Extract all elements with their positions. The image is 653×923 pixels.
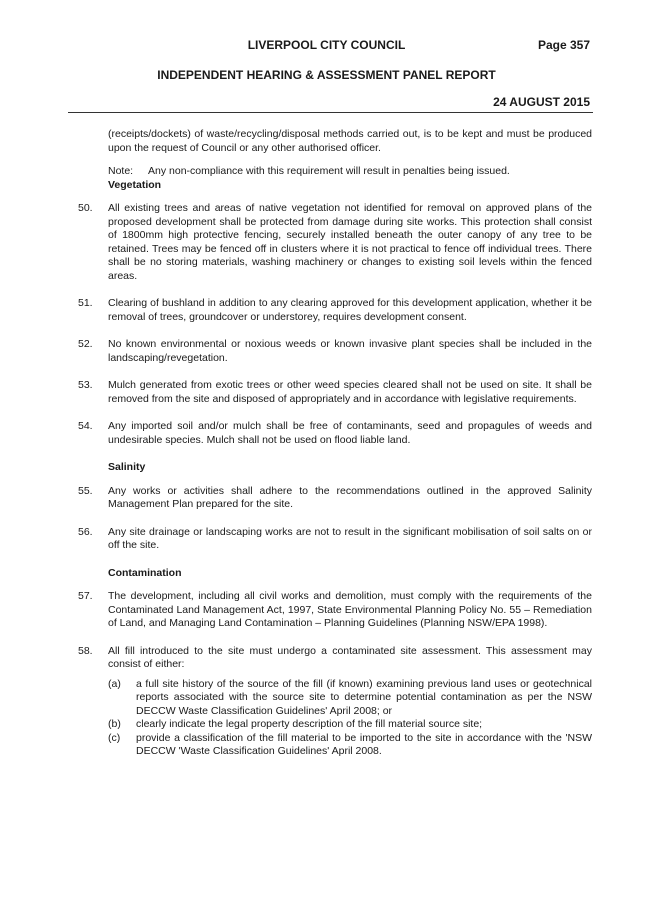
report-date: 24 AUGUST 2015 (493, 95, 590, 109)
condition-text: Any imported soil and/or mulch shall be free of contaminants, seed and propagules of weeds and undesirable species. Mulch shall not be used on flood liable land. (108, 420, 592, 446)
section-heading-vegetation: Vegetation (108, 178, 162, 191)
condition-text: Clearing of bushland in addition to any clearing approved for this development application, whether it be removal of trees, groundcover or understorey, requires development consent. (108, 297, 592, 323)
report-title: INDEPENDENT HEARING & ASSESSMENT PANEL REPORT (157, 68, 496, 82)
sub-item-label: (a) (108, 677, 121, 690)
condition-text: All fill introduced to the site must undergo a contaminated site assessment. This assessment may consist of either: (108, 644, 592, 670)
section-heading-contamination: Contamination (108, 566, 182, 579)
condition-item (78, 420, 592, 447)
sub-item-list (78, 678, 592, 759)
condition-number: 53. (78, 379, 93, 391)
condition-number: 52. (78, 338, 93, 350)
sub-item-text: clearly indicate the legal property description of the fill material source site; (136, 718, 483, 730)
condition-number: 57. (78, 590, 93, 602)
sub-item-text: a full site history of the source of the fill (if known) examining previous land uses or geotechnical reports associated with the source site to determine potential contamination as per the NSW DECCW Waste Classification Guidelines' April 2008; or (136, 677, 592, 717)
condition-number: 58. (78, 644, 93, 657)
page-number: Page 357 (537, 38, 590, 52)
document-body (78, 128, 592, 759)
condition-number: 50. (78, 202, 93, 214)
condition-text: Any works or activities shall adhere to the recommendations outlined in the approved Salinity Management Plan prepared for the site. (108, 484, 592, 510)
condition-text: No known environmental or noxious weeds or known invasive plant species shall be included in the landscaping/revegetation. (108, 338, 592, 364)
condition-number: 54. (78, 420, 93, 432)
condition-item (78, 526, 592, 553)
council-name: LIVERPOOL CITY COUNCIL (247, 38, 406, 52)
sub-item-text: provide a classification of the fill material to be imported to the site in accordance with the 'NSW DECCW 'Waste Classification Guidelines' April 2008. (136, 731, 592, 757)
sub-item-label: (b) (108, 718, 121, 730)
condition-text: The development, including all civil works and demolition, must comply with the requirements of the Contaminated Land Management Act, 1997, State Environmental Planning Policy No. 55 – Remediation of Land, and Managing Land Contamination – Planning Guidelines (Planning NSW/EPA 1998). (108, 590, 592, 629)
continued-paragraph: (receipts/dockets) of waste/recycling/disposal methods carried out, is to be kept and must be produced upon the request of Council or any other authorised officer. (108, 128, 592, 154)
section-heading-salinity: Salinity (108, 461, 146, 473)
note-text: Any non-compliance with this requirement will result in penalties being issued. (148, 165, 510, 177)
sub-item (108, 732, 592, 759)
condition-item (78, 590, 592, 631)
condition-text: Any site drainage or landscaping works are not to result in the significant mobilisation of soil salts on or off the site. (108, 525, 592, 551)
header-divider (68, 112, 593, 113)
condition-item (78, 338, 592, 365)
condition-item (78, 485, 592, 512)
condition-item (78, 297, 592, 324)
condition-item (78, 202, 592, 283)
sub-item (108, 678, 592, 719)
condition-item (78, 645, 592, 672)
sub-item-label: (c) (108, 731, 121, 744)
condition-number: 55. (78, 484, 93, 497)
note (108, 165, 592, 179)
note-label: Note: (108, 165, 134, 177)
condition-number: 51. (78, 297, 93, 309)
condition-item (78, 379, 592, 406)
condition-number: 56. (78, 525, 93, 538)
condition-text: Mulch generated from exotic trees or other weed species cleared shall not be used on site. It shall be removed from the site and disposed of appropriately and in accordance with legislative requirements. (108, 379, 592, 405)
sub-item (108, 718, 592, 732)
condition-text: All existing trees and areas of native vegetation not identified for removal on approved plans of the proposed development shall be protected from damage during site works. This protection shall consist of 1800mm high protective fencing, securely installed beneath the outer canopy of any tree to be retained. Trees may be fenced off in clusters where it is not practical to fence off individual trees. There shall be no storing materials, washing machinery or changes to existing soil levels within the fenced areas. (108, 202, 592, 282)
